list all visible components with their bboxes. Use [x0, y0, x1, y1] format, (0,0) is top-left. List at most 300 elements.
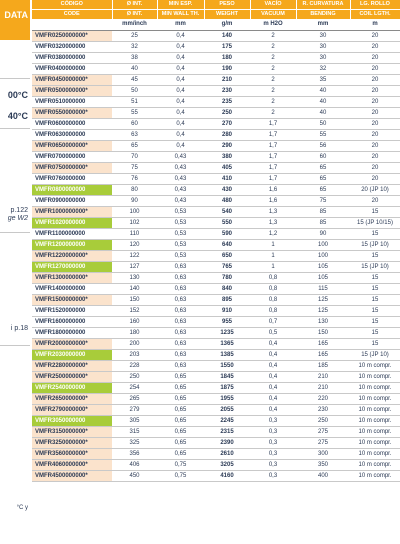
cell-weight: 4160 — [204, 471, 250, 482]
cell-coil-length: 15 — [350, 306, 400, 317]
cell-weight: 2055 — [204, 405, 250, 416]
cell-weight: 235 — [204, 97, 250, 108]
cell-weight: 2390 — [204, 438, 250, 449]
cell-wall-thickness: 0,63 — [157, 306, 204, 317]
table-row — [32, 229, 400, 240]
cell-wall-thickness: 0,65 — [157, 394, 204, 405]
cell-code: VMFR2000000000* — [32, 339, 112, 350]
sidebar-divider — [0, 345, 30, 346]
cell-code: VMFR4500000000* — [32, 471, 112, 482]
cell-vacuum: 0,3 — [250, 449, 296, 460]
cell-coil-length: 10 m compr. — [350, 383, 400, 394]
cell-diameter: 63 — [112, 130, 157, 141]
cell-wall-thickness: 0,65 — [157, 383, 204, 394]
table-row — [32, 394, 400, 405]
table-row — [32, 207, 400, 218]
cell-coil-length: 15 — [350, 273, 400, 284]
cell-diameter: 65 — [112, 141, 157, 152]
cell-diameter: 45 — [112, 75, 157, 86]
cell-diameter: 90 — [112, 196, 157, 207]
table-row — [32, 163, 400, 174]
cell-weight: 650 — [204, 251, 250, 262]
cell-coil-length: 15 — [350, 328, 400, 339]
cell-code: VMFR0500000000* — [32, 86, 112, 97]
cell-vacuum: 0,4 — [250, 405, 296, 416]
cell-coil-length: 20 — [350, 163, 400, 174]
cell-diameter: 50 — [112, 86, 157, 97]
cell-vacuum: 0,8 — [250, 273, 296, 284]
cell-bending-radius: 30 — [296, 53, 350, 64]
cell-wall-thickness: 0,65 — [157, 416, 204, 427]
cell-code: VMFR4060000000* — [32, 460, 112, 471]
cell-vacuum: 1 — [250, 240, 296, 251]
table-row — [32, 251, 400, 262]
table-row — [32, 53, 400, 64]
cell-coil-length: 15 (JP 10) — [350, 262, 400, 273]
cell-vacuum: 1,7 — [250, 141, 296, 152]
cell-wall-thickness: 0,63 — [157, 350, 204, 361]
cell-bending-radius: 90 — [296, 229, 350, 240]
cell-diameter: 75 — [112, 163, 157, 174]
cell-coil-length: 10 m compr. — [350, 471, 400, 482]
cell-weight: 380 — [204, 152, 250, 163]
cell-code: VMFR1800000000 — [32, 328, 112, 339]
table-row — [32, 339, 400, 350]
cell-code: VMFR0800000000 — [32, 185, 112, 196]
cell-vacuum: 2 — [250, 42, 296, 53]
cell-weight: 765 — [204, 262, 250, 273]
cell-coil-length: 20 — [350, 86, 400, 97]
cell-coil-length: 10 m compr. — [350, 361, 400, 372]
cell-bending-radius: 210 — [296, 372, 350, 383]
cell-diameter: 305 — [112, 416, 157, 427]
cell-bending-radius: 105 — [296, 262, 350, 273]
cell-wall-thickness: 0,63 — [157, 361, 204, 372]
unit-diameter: mm/inch — [112, 19, 157, 31]
cell-coil-length: 20 — [350, 152, 400, 163]
cell-wall-thickness: 0,75 — [157, 471, 204, 482]
cell-diameter: 76 — [112, 174, 157, 185]
cell-wall-thickness: 0,43 — [157, 185, 204, 196]
cell-weight: 550 — [204, 218, 250, 229]
cell-code: VMFR0400000000 — [32, 64, 112, 75]
cell-wall-thickness: 0,53 — [157, 251, 204, 262]
cell-coil-length: 10 m compr. — [350, 460, 400, 471]
cell-vacuum: 0,8 — [250, 295, 296, 306]
cell-wall-thickness: 0,65 — [157, 372, 204, 383]
header-row-english — [32, 10, 400, 20]
cell-weight: 480 — [204, 196, 250, 207]
cell-coil-length: 20 — [350, 53, 400, 64]
cell-bending-radius: 65 — [296, 163, 350, 174]
sidebar-note: °C y — [16, 505, 28, 511]
cell-coil-length: 15 — [350, 229, 400, 240]
table-row — [32, 306, 400, 317]
cell-bending-radius: 350 — [296, 460, 350, 471]
cell-vacuum: 0,4 — [250, 361, 296, 372]
cell-bending-radius: 100 — [296, 240, 350, 251]
cell-bending-radius: 165 — [296, 350, 350, 361]
cell-wall-thickness: 0,4 — [157, 53, 204, 64]
cell-wall-thickness: 0,63 — [157, 295, 204, 306]
cell-diameter: 32 — [112, 42, 157, 53]
cell-diameter: 203 — [112, 350, 157, 361]
cell-code: VMFR2540000000 — [32, 383, 112, 394]
cell-bending-radius: 210 — [296, 383, 350, 394]
cell-weight: 840 — [204, 284, 250, 295]
cell-weight: 590 — [204, 229, 250, 240]
cell-wall-thickness: 0,4 — [157, 130, 204, 141]
cell-weight: 280 — [204, 130, 250, 141]
cell-bending-radius: 85 — [296, 207, 350, 218]
cell-wall-thickness: 0,4 — [157, 108, 204, 119]
cell-coil-length: 20 — [350, 64, 400, 75]
cell-wall-thickness: 0,4 — [157, 42, 204, 53]
cell-coil-length: 20 — [350, 97, 400, 108]
cell-code: VMFR2030000000 — [32, 350, 112, 361]
cell-wall-thickness: 0,53 — [157, 207, 204, 218]
table-row — [32, 196, 400, 207]
cell-wall-thickness: 0,4 — [157, 64, 204, 75]
table-row — [32, 416, 400, 427]
cell-bending-radius: 150 — [296, 328, 350, 339]
cell-diameter: 254 — [112, 383, 157, 394]
col-header-diameter-en: Ø INT. — [112, 10, 157, 20]
cell-weight: 3205 — [204, 460, 250, 471]
cell-bending-radius: 400 — [296, 471, 350, 482]
cell-weight: 250 — [204, 108, 250, 119]
cell-code: VMFR2280000000* — [32, 361, 112, 372]
table-row — [32, 174, 400, 185]
cell-bending-radius: 115 — [296, 284, 350, 295]
cell-diameter: 70 — [112, 152, 157, 163]
cell-weight: 955 — [204, 317, 250, 328]
table-row — [32, 152, 400, 163]
cell-wall-thickness: 0,4 — [157, 86, 204, 97]
cell-coil-length: 20 — [350, 31, 400, 42]
cell-coil-length: 15 (JP 10) — [350, 350, 400, 361]
table-row — [32, 108, 400, 119]
cell-code: VMFR0550000000* — [32, 108, 112, 119]
sidebar-title: DATA — [4, 10, 28, 20]
cell-code: VMFR0600000000 — [32, 119, 112, 130]
table-row — [32, 427, 400, 438]
cell-wall-thickness: 0,63 — [157, 328, 204, 339]
table-row — [32, 42, 400, 53]
cell-bending-radius: 125 — [296, 295, 350, 306]
cell-wall-thickness: 0,63 — [157, 273, 204, 284]
cell-weight: 780 — [204, 273, 250, 284]
cell-coil-length: 15 — [350, 317, 400, 328]
col-header-wall-es: MIN ESP. — [157, 0, 204, 10]
col-header-code-en: CODE — [32, 10, 112, 20]
cell-code: VMFR3050000000 — [32, 416, 112, 427]
cell-coil-length: 10 m compr. — [350, 438, 400, 449]
cell-code: VMFR0380000000 — [32, 53, 112, 64]
cell-wall-thickness: 0,4 — [157, 31, 204, 42]
cell-bending-radius: 60 — [296, 152, 350, 163]
cell-diameter: 51 — [112, 97, 157, 108]
cell-bending-radius: 56 — [296, 141, 350, 152]
cell-weight: 410 — [204, 174, 250, 185]
cell-bending-radius: 105 — [296, 273, 350, 284]
cell-coil-length: 15 (JP 10) — [350, 240, 400, 251]
table-row — [32, 350, 400, 361]
cell-vacuum: 2 — [250, 64, 296, 75]
cell-code: VMFR3150000000* — [32, 427, 112, 438]
cell-vacuum: 1,7 — [250, 163, 296, 174]
cell-wall-thickness: 0,65 — [157, 427, 204, 438]
cell-wall-thickness: 0,65 — [157, 449, 204, 460]
cell-bending-radius: 100 — [296, 251, 350, 262]
table-row — [32, 262, 400, 273]
cell-weight: 540 — [204, 207, 250, 218]
cell-code: VMFR1520000000 — [32, 306, 112, 317]
cell-wall-thickness: 0,53 — [157, 218, 204, 229]
cell-diameter: 450 — [112, 471, 157, 482]
cell-weight: 1550 — [204, 361, 250, 372]
cell-vacuum: 2 — [250, 53, 296, 64]
cell-wall-thickness: 0,4 — [157, 75, 204, 86]
cell-diameter: 140 — [112, 284, 157, 295]
cell-vacuum: 1 — [250, 251, 296, 262]
cell-bending-radius: 275 — [296, 427, 350, 438]
cell-code: VMFR1000000000* — [32, 207, 112, 218]
cell-weight: 640 — [204, 240, 250, 251]
cell-code: VMFR1020000000 — [32, 218, 112, 229]
cell-vacuum: 1,7 — [250, 174, 296, 185]
cell-coil-length: 20 — [350, 130, 400, 141]
col-header-vacuum-en: VACUUM — [250, 10, 296, 20]
cell-bending-radius: 300 — [296, 449, 350, 460]
cell-bending-radius: 65 — [296, 174, 350, 185]
cell-diameter: 100 — [112, 207, 157, 218]
table-row — [32, 119, 400, 130]
cell-coil-length: 20 — [350, 108, 400, 119]
table-row — [32, 361, 400, 372]
cell-wall-thickness: 0,63 — [157, 339, 204, 350]
cell-bending-radius: 40 — [296, 108, 350, 119]
cell-weight: 1845 — [204, 372, 250, 383]
cell-coil-length: 20 (JP 10) — [350, 185, 400, 196]
cell-code: VMFR1600000000 — [32, 317, 112, 328]
cell-coil-length: 15 — [350, 284, 400, 295]
table-row — [32, 31, 400, 42]
cell-vacuum: 1 — [250, 262, 296, 273]
cell-diameter: 25 — [112, 31, 157, 42]
table-row — [32, 273, 400, 284]
cell-code: VMFR2650000000* — [32, 394, 112, 405]
cell-code: VMFR0900000000 — [32, 196, 112, 207]
table-row — [32, 75, 400, 86]
cell-diameter: 40 — [112, 64, 157, 75]
cell-diameter: 122 — [112, 251, 157, 262]
cell-vacuum: 0,5 — [250, 328, 296, 339]
table-row — [32, 130, 400, 141]
sidebar-header-band — [0, 0, 30, 40]
cell-weight: 210 — [204, 75, 250, 86]
cell-vacuum: 0,4 — [250, 372, 296, 383]
cell-diameter: 279 — [112, 405, 157, 416]
table-row — [32, 141, 400, 152]
cell-diameter: 325 — [112, 438, 157, 449]
table-row — [32, 449, 400, 460]
cell-weight: 2245 — [204, 416, 250, 427]
cell-vacuum: 1,3 — [250, 218, 296, 229]
units-row — [32, 19, 400, 31]
col-header-diameter-es: Ø INT. — [112, 0, 157, 10]
unit-coil: m — [350, 19, 400, 31]
cell-wall-thickness: 0,63 — [157, 262, 204, 273]
cell-weight: 895 — [204, 295, 250, 306]
table-row — [32, 438, 400, 449]
cell-vacuum: 0,3 — [250, 460, 296, 471]
unit-code — [32, 19, 112, 31]
col-header-vacuum-es: VACÍO — [250, 0, 296, 10]
cell-diameter: 200 — [112, 339, 157, 350]
sidebar-divider — [0, 78, 30, 79]
table-row — [32, 317, 400, 328]
cell-diameter: 265 — [112, 394, 157, 405]
cell-vacuum: 0,4 — [250, 383, 296, 394]
cell-diameter: 406 — [112, 460, 157, 471]
cell-wall-thickness: 0,63 — [157, 317, 204, 328]
cell-bending-radius: 185 — [296, 361, 350, 372]
cell-vacuum: 1,6 — [250, 185, 296, 196]
cell-vacuum: 2 — [250, 97, 296, 108]
cell-coil-length: 20 — [350, 119, 400, 130]
cell-vacuum: 0,3 — [250, 438, 296, 449]
cell-diameter: 102 — [112, 218, 157, 229]
cell-wall-thickness: 0,4 — [157, 141, 204, 152]
cell-wall-thickness: 0,43 — [157, 163, 204, 174]
product-spec-table — [32, 0, 400, 482]
cell-coil-length: 10 m compr. — [350, 427, 400, 438]
cell-vacuum: 2 — [250, 31, 296, 42]
unit-weight: g/m — [204, 19, 250, 31]
cell-code: VMFR0760000000 — [32, 174, 112, 185]
cell-diameter: 152 — [112, 306, 157, 317]
sidebar-temp-min: 40°C — [7, 111, 28, 121]
col-header-code-es: CÓDIGO — [32, 0, 112, 10]
cell-code: VMFR1220000000* — [32, 251, 112, 262]
cell-code: VMFR0320000000 — [32, 42, 112, 53]
cell-coil-length: 20 — [350, 42, 400, 53]
cell-bending-radius: 30 — [296, 31, 350, 42]
cell-wall-thickness: 0,65 — [157, 405, 204, 416]
cell-bending-radius: 35 — [296, 75, 350, 86]
cell-bending-radius: 40 — [296, 97, 350, 108]
table-row — [32, 97, 400, 108]
cell-diameter: 38 — [112, 53, 157, 64]
cell-weight: 175 — [204, 42, 250, 53]
cell-weight: 290 — [204, 141, 250, 152]
sidebar-ref-page-2: i p.18 — [10, 325, 28, 332]
cell-weight: 1385 — [204, 350, 250, 361]
cell-bending-radius: 30 — [296, 42, 350, 53]
cell-weight: 140 — [204, 31, 250, 42]
cell-bending-radius: 75 — [296, 196, 350, 207]
cell-code: VMFR1500000000* — [32, 295, 112, 306]
sidebar-temp-max: 00°C — [7, 90, 28, 100]
col-header-weight-en: WEIGHT — [204, 10, 250, 20]
cell-code: VMFR0510000000 — [32, 97, 112, 108]
cell-vacuum: 0,3 — [250, 427, 296, 438]
col-header-bending-en: BENDING — [296, 10, 350, 20]
cell-weight: 180 — [204, 53, 250, 64]
cell-coil-length: 15 (JP 10/15) — [350, 218, 400, 229]
cell-weight: 430 — [204, 185, 250, 196]
cell-weight: 910 — [204, 306, 250, 317]
left-sidebar — [0, 0, 30, 544]
cell-diameter: 110 — [112, 229, 157, 240]
col-header-coil-es: LG. ROLLO — [350, 0, 400, 10]
cell-vacuum: 2 — [250, 86, 296, 97]
table-row — [32, 471, 400, 482]
cell-coil-length: 10 m compr. — [350, 405, 400, 416]
col-header-weight-es: PESO — [204, 0, 250, 10]
unit-wall: mm — [157, 19, 204, 31]
cell-code: VMFR1400000000 — [32, 284, 112, 295]
cell-vacuum: 2 — [250, 108, 296, 119]
cell-vacuum: 1,6 — [250, 196, 296, 207]
cell-weight: 2315 — [204, 427, 250, 438]
cell-vacuum: 0,8 — [250, 306, 296, 317]
cell-weight: 2610 — [204, 449, 250, 460]
cell-diameter: 55 — [112, 108, 157, 119]
table-row — [32, 372, 400, 383]
cell-code: VMFR2790000000* — [32, 405, 112, 416]
cell-bending-radius: 220 — [296, 394, 350, 405]
cell-code: VMFR1300000000* — [32, 273, 112, 284]
cell-diameter: 160 — [112, 317, 157, 328]
cell-bending-radius: 55 — [296, 130, 350, 141]
table-row — [32, 86, 400, 97]
cell-bending-radius: 85 — [296, 218, 350, 229]
cell-vacuum: 0,8 — [250, 284, 296, 295]
cell-bending-radius: 165 — [296, 339, 350, 350]
cell-wall-thickness: 0,43 — [157, 196, 204, 207]
cell-wall-thickness: 0,63 — [157, 284, 204, 295]
cell-diameter: 130 — [112, 273, 157, 284]
table-row — [32, 460, 400, 471]
col-header-bending-es: R. CURVATURA — [296, 0, 350, 10]
cell-coil-length: 15 — [350, 207, 400, 218]
cell-bending-radius: 32 — [296, 64, 350, 75]
cell-diameter: 127 — [112, 262, 157, 273]
cell-diameter: 250 — [112, 372, 157, 383]
cell-coil-length: 20 — [350, 141, 400, 152]
cell-diameter: 228 — [112, 361, 157, 372]
cell-coil-length: 20 — [350, 196, 400, 207]
cell-vacuum: 0,7 — [250, 317, 296, 328]
cell-bending-radius: 130 — [296, 317, 350, 328]
cell-coil-length: 15 — [350, 251, 400, 262]
cell-code: VMFR1200000000 — [32, 240, 112, 251]
cell-wall-thickness: 0,75 — [157, 460, 204, 471]
cell-coil-length: 10 m compr. — [350, 416, 400, 427]
sidebar-ref-range: ge W2 — [7, 215, 28, 222]
table-row — [32, 185, 400, 196]
cell-coil-length: 10 m compr. — [350, 394, 400, 405]
cell-weight: 1235 — [204, 328, 250, 339]
table-row — [32, 405, 400, 416]
cell-bending-radius: 230 — [296, 405, 350, 416]
cell-code: VMFR0700000000 — [32, 152, 112, 163]
cell-diameter: 80 — [112, 185, 157, 196]
cell-code: VMFR2500000000* — [32, 372, 112, 383]
sidebar-divider — [0, 128, 30, 129]
